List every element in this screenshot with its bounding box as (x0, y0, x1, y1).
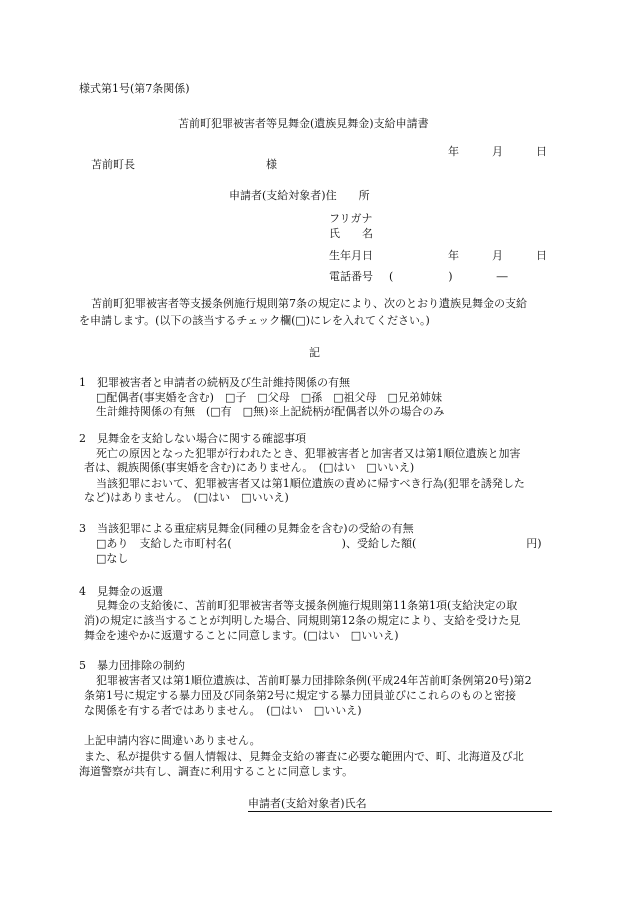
section-5-line2: 条第1号に規定する暴力団及び同条第2号に規定する暴力団員並びにこれらのものと密接 (84, 689, 516, 702)
section-5-line3[interactable]: な関係を有する者ではありません。 (□はい □いいえ) (84, 704, 362, 717)
section-4-line2: 消)の規定に該当することが判明した場合、同規則第12条の規定により、支給を受けた見 (84, 614, 521, 627)
signature-label: 申請者(支給対象者)氏名 (248, 797, 367, 810)
section-2-para1-line1: 死亡の原因となった犯罪が行われたとき、犯罪被害者と加害者又は第1順位遺族と加害 (96, 447, 521, 460)
document-title: 苫前町犯罪被害者等見舞金(遺族見舞金)支給申請書 (178, 117, 429, 130)
section-4-line3[interactable]: 舞金を速やかに返還することに同意します。(□はい □いいえ) (84, 629, 399, 642)
signature-line[interactable] (248, 811, 552, 812)
section-1-relationship-options[interactable]: □配偶者(事実婚を含む) □子 □父母 □孫 □祖父母 □兄弟姉妹 (96, 391, 442, 404)
intro-line-1: 苫前町犯罪被害者等支援条例施行規則第7条の規定により、次のとおり遺族見舞金の支給 (91, 297, 527, 310)
closing-line-3: 海道警察が共有し、調査に利用することに同意します。 (79, 765, 354, 778)
section-1-heading: 1 犯罪被害者と申請者の続柄及び生計維持関係の有無 (79, 376, 350, 389)
section-5-heading: 5 暴力団排除の制約 (79, 659, 185, 672)
section-2-para2-line2[interactable]: など)はありません。 (□はい □いいえ) (84, 491, 289, 504)
section-3-heading: 3 当該犯罪による重症病見舞金(同種の見舞金を含む)の受給の有無 (79, 522, 414, 535)
intro-line-2: を申請します。(以下の該当するチェック欄(□)にレを入れてください。) (79, 314, 430, 327)
section-4-heading: 4 見舞金の返還 (79, 585, 163, 598)
phone-label: 電話番号 (329, 270, 373, 283)
furigana-label: フリガナ (329, 212, 373, 225)
section-2-heading: 2 見舞金を支給しない場合に関する確認事項 (79, 432, 306, 445)
form-number: 様式第1号(第7条関係) (79, 82, 190, 95)
section-2-para2-line1: 当該犯罪において、犯罪被害者又は第1順位遺族の責めに帰すべき行為(犯罪を誘発した (96, 477, 525, 490)
birthdate-fields: 年 月 日 (448, 249, 547, 262)
name-label: 氏 名 (329, 227, 373, 240)
closing-line-2: また、私が提供する個人情報は、見舞金支給の審査に必要な範囲内で、町、北海道及び北 (84, 750, 524, 763)
section-3-no-line[interactable]: □なし (96, 552, 129, 565)
section-1-dependency-options[interactable]: 生計維持関係の有無 (□有 □無)※上記続柄が配偶者以外の場合のみ (96, 405, 445, 418)
section-5-line1: 犯罪被害者又は第1順位遺族は、苫前町暴力団排除条例(平成24年苫前町条例第20号)第2 (96, 674, 532, 687)
phone-format: ( ) ― (389, 270, 508, 283)
section-4-line1: 見舞金の支給後に、苫前町犯罪被害者等支援条例施行規則第11条第1項(支給決定の取 (96, 599, 518, 612)
closing-line-1: 上記申請内容に間違いありません。 (84, 734, 261, 747)
addressee: 苫前町長 (91, 158, 135, 171)
honorific: 様 (266, 158, 277, 171)
applicant-address-label: 申請者(支給対象者)住 所 (229, 189, 370, 202)
section-2-para1-line2[interactable]: 者は、親族関係(事実婚を含む)にありません。 (□はい □いいえ) (84, 461, 415, 474)
date-line: 年 月 日 (448, 145, 547, 158)
ki-heading: 記 (309, 346, 320, 359)
section-3-yes-line[interactable]: □あり 支給した市町村名( )、受給した額( 円) (96, 537, 542, 550)
birthdate-label: 生年月日 (329, 249, 373, 262)
